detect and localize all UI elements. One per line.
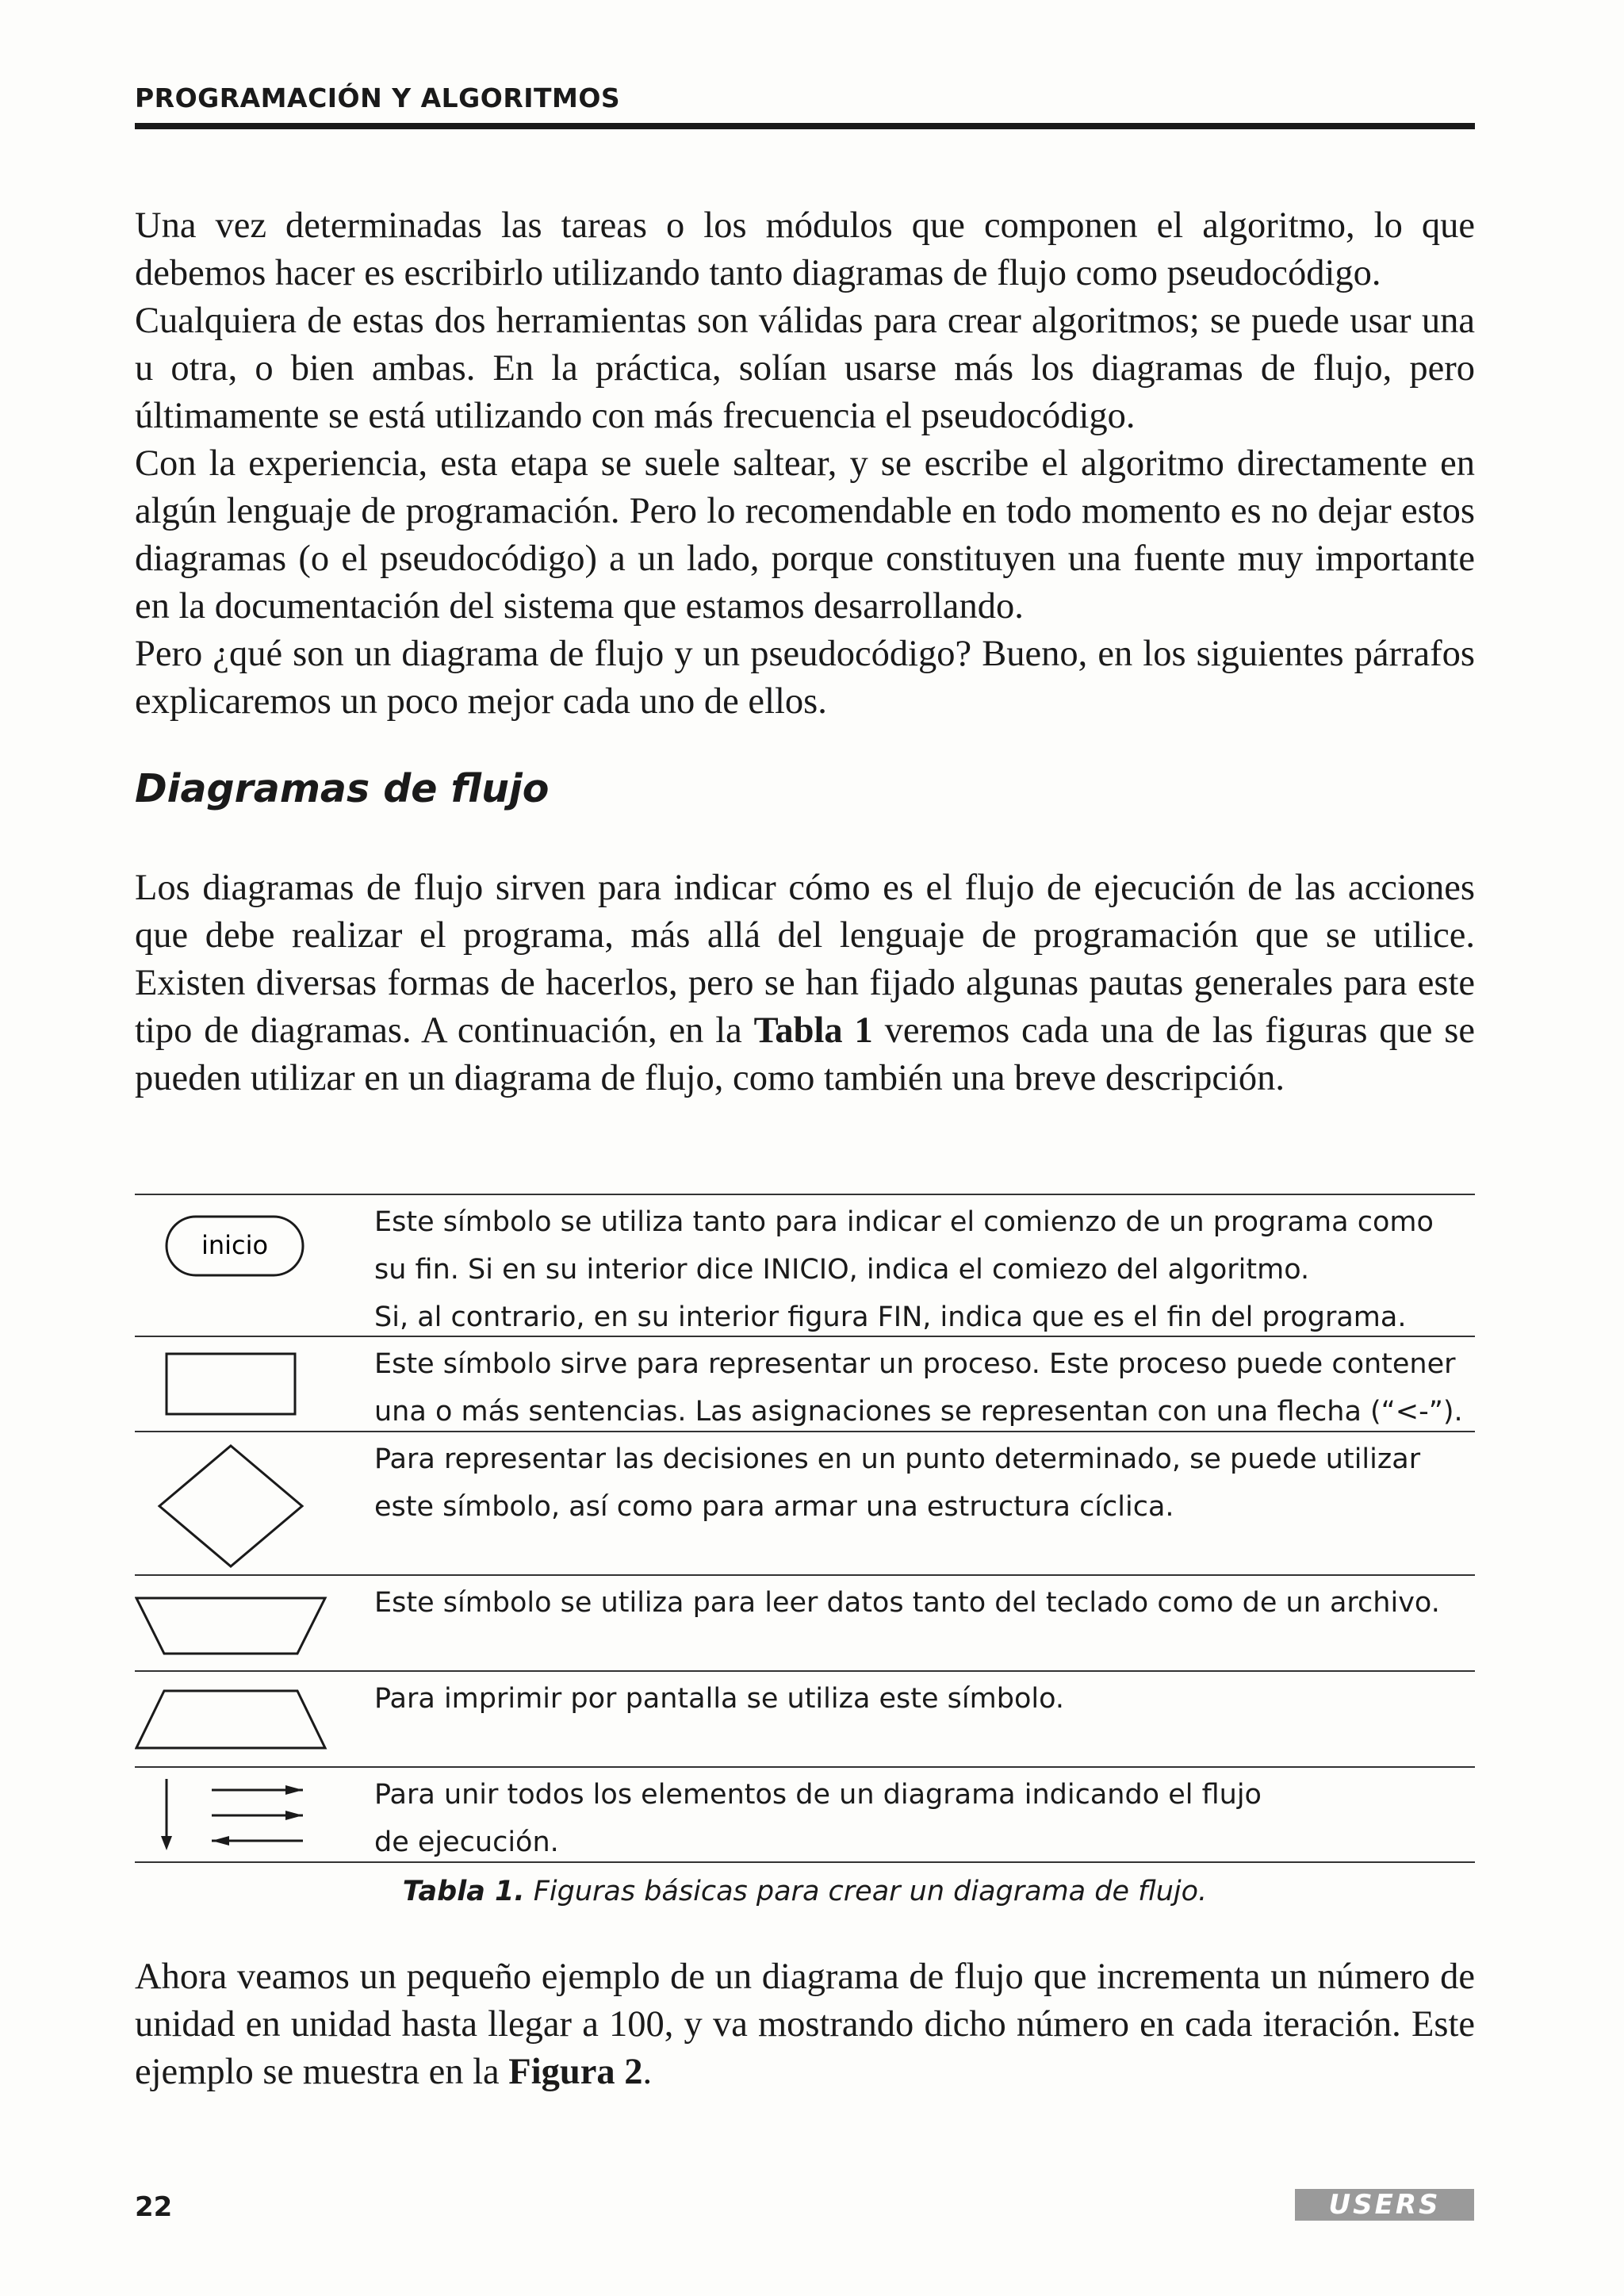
table-desc-process — [374, 1337, 1475, 1431]
table-row-terminal — [135, 1194, 1475, 1336]
table-desc-arrows — [374, 1768, 1475, 1861]
header-rule — [135, 123, 1475, 129]
symbols-table — [135, 1194, 1475, 1863]
decision-diamond-icon — [135, 1432, 374, 1574]
desc-line: Si, al contrario, en su interior figura FIN, indica que es el fin del programa. — [374, 1301, 1407, 1333]
intro-paragraph-4: Pero ¿qué son un diagrama de flujo y un pseudocódigo? Bueno, en los siguientes párrafos explicaremos un poco mejor cada uno de ellos. — [135, 634, 1475, 722]
table-desc-output — [374, 1672, 1475, 1766]
table-row-arrows — [135, 1766, 1475, 1863]
outro-paragraph — [135, 1953, 1475, 2096]
table-desc-decision — [374, 1432, 1475, 1574]
terminal-oval-icon — [135, 1195, 374, 1336]
section-paragraph-text-1: Los diagramas de flujo sirven para indicar cómo es el flujo de ejecución de las acciones que debe realizar el programa, más allá del lenguaje de programación que se utilice. Existen diversas formas de hacerlos, pero se han fijado algunas pautas generales para este tipo de diagramas. A continuación, en la — [135, 868, 1475, 1051]
process-rectangle-icon — [135, 1337, 374, 1431]
table-row-process — [135, 1336, 1475, 1431]
desc-line: Para unir todos los elementos de un diagrama indicando el flujo — [374, 1779, 1262, 1811]
table-row-input — [135, 1574, 1475, 1670]
output-trapezoid-icon — [135, 1672, 374, 1766]
table-reference: Tabla 1 — [753, 1010, 873, 1051]
desc-line: Este símbolo se utiliza para leer datos tanto del teclado como de un archivo. — [374, 1587, 1440, 1619]
running-header: PROGRAMACIÓN Y ALGORITMOS — [135, 82, 621, 113]
intro-paragraph-1: Una vez determinadas las tareas o los módulos que componen el algoritmo, lo que debemos hacer es escribirlo utilizando tanto diagramas de flujo como pseudocódigo. — [135, 205, 1475, 293]
table-row-output — [135, 1670, 1475, 1766]
section-paragraph-text-2: veremos cada una de las figuras que se pueden utilizar en un diagrama de flujo, como también una breve descripción. — [135, 1010, 1476, 1098]
oval-label: inicio — [201, 1230, 269, 1260]
figure-reference: Figura 2 — [508, 2052, 643, 2092]
outro-text-1: Ahora veamos un pequeño ejemplo de un diagrama de flujo que incrementa un número de unidad en unidad hasta llegar a 100, y va mostrando dicho número en cada iteración. Este ejemplo se muestra en la — [135, 1957, 1475, 2092]
outro-text-2: . — [642, 2052, 653, 2092]
intro-text — [135, 202, 1475, 726]
flow-arrows-icon — [135, 1768, 374, 1861]
section-paragraph — [135, 864, 1475, 1102]
logo-text: USERS — [1328, 2189, 1441, 2221]
table-row-decision — [135, 1431, 1475, 1574]
users-logo — [1295, 2189, 1474, 2221]
desc-line: Este símbolo se utiliza tanto para indicar el comienzo de un programa como — [374, 1206, 1434, 1238]
section-title: Diagramas de flujo — [135, 766, 550, 811]
desc-line: una o más sentencias. Las asignaciones se representan con una flecha (“<-”). — [374, 1396, 1463, 1428]
intro-paragraph-2: Cualquiera de estas dos herramientas son válidas para crear algoritmos; se puede usar una u otra, o bien ambas. En la práctica, solían usarse más los diagramas de flujo, pero últimamente se está utilizando con más frecuencia el pseudocódigo. — [135, 301, 1475, 436]
table-desc-input — [374, 1576, 1475, 1670]
desc-line: Para representar las decisiones en un punto determinado, se puede utilizar — [374, 1443, 1421, 1475]
intro-paragraph-3: Con la experiencia, esta etapa se suele saltear, y se escribe el algoritmo directamente en algún lenguaje de programación. Pero lo recomendable en todo momento es no dejar estos diagramas (o el pseudocódigo) a un lado, porque constituyen una fuente muy importante en la documentación del sistema que estamos desarrollando. — [135, 443, 1475, 627]
desc-line: Para imprimir por pantalla se utiliza este símbolo. — [374, 1683, 1065, 1715]
input-trapezoid-icon — [135, 1576, 374, 1670]
desc-line: este símbolo, así como para armar una estructura cíclica. — [374, 1491, 1174, 1523]
desc-line: Este símbolo sirve para representar un proceso. Este proceso puede contener — [374, 1348, 1456, 1380]
caption-label: Tabla 1. — [402, 1876, 525, 1907]
table-desc-terminal — [374, 1195, 1475, 1336]
caption-text: Figuras básicas para crear un diagrama de flujo. — [524, 1876, 1208, 1907]
desc-line: de ejecución. — [374, 1826, 559, 1858]
page-number: 22 — [135, 2191, 173, 2223]
table-caption — [135, 1876, 1475, 1907]
desc-line: su fin. Si en su interior dice INICIO, indica el comiezo del algoritmo. — [374, 1254, 1310, 1286]
